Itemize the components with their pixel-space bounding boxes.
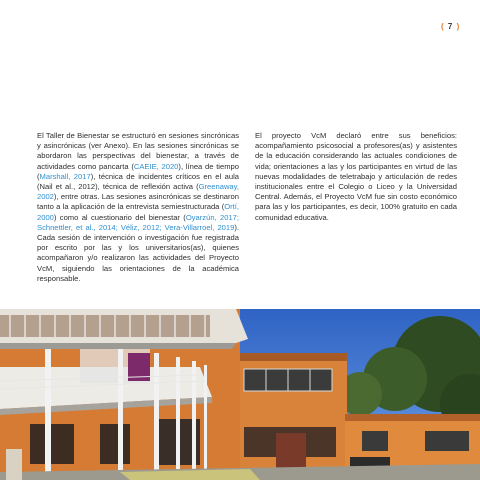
body-text: ). Cada sesión de intervención o investigación fue registrada por escrito por las y los universitarios(as), quienes acompañaron y/o realizaron las actividades del Proyecto VcM, siguiendo las orientaciones de la académica responsable. [37,222,239,283]
left-text-column [37,131,239,284]
citation-text: Ortí, 2000 [37,202,239,222]
citation-text: Greenaway, 2002 [37,182,239,202]
school-building-photo [0,309,480,480]
body-text: ) como al cuestionario del bienestar ( [53,212,186,222]
page-number-value: 7 [447,22,454,31]
body-text: ), entre otras. Las sesiones asincrónicas se destinaron tanto a la aplicación de la entrevista semiestructurada ( [37,192,239,212]
body-text: El Taller de Bienestar se estructuró en sesiones sincrónicas y asincrónicas (ver Anexo). En las sesiones sincrónicas se abordaron las perspectivas del bienestar, a través de actividades como pancarta ( [37,131,239,171]
right-text-column: El proyecto VcM declaró entre sus beneficios: acompañamiento psicosocial a profesores(as) y asistentes de la educación considerando las actuales condiciones de vida; orientaciones a las y los participantes en virtud de las nuevas modalidades de teletrabajo y articulación de redes institucionales entre el Colegio o Liceo y la Universidad Central. Además, el Proyecto VcM fue sin costo económico para las y los participantes, es decir, 100% gratuito en cada comunidad educativa. [255,131,457,222]
citation-text: CAEIE, 2020 [133,161,179,171]
body-text: ), técnica de incidentes críticos en el aula (Nail et al., 2012), técnica de reflexión activa ( [37,171,239,192]
citation-text: Oyarzún, 2017; Schnettler, et al., 2014; Véliz, 2012; Vera-Villarroel, 2019 [37,212,240,232]
page-number: ( 7 ) [441,22,461,31]
body-text: ), línea de tiempo ( [37,161,239,181]
citation-text: Marshall, 2017 [39,171,91,181]
